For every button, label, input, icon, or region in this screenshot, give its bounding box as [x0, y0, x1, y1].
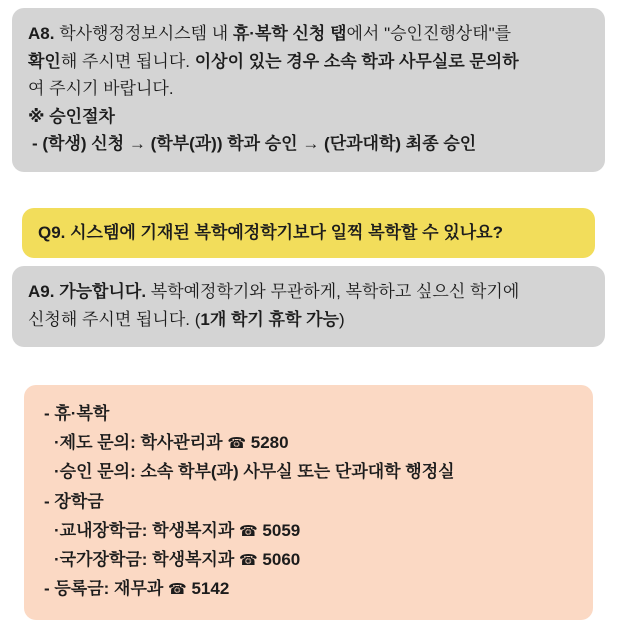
contact-item-tuition-phone: 5142 — [191, 579, 230, 599]
a8-line2-c: 이상이 있는 경우 소속 학과 사무실로 문의하 — [194, 51, 519, 71]
a8-line2-a: 확인 — [28, 51, 61, 71]
phone-icon: ☎ — [239, 522, 258, 540]
question-card-q9 — [22, 208, 595, 258]
a8-label: A8. — [28, 24, 55, 43]
contact-item-national-scholarship — [40, 545, 577, 574]
contact-item-approval: ·승인 문의: 소속 학부(과) 사무실 또는 단과대학 행정실 — [54, 462, 455, 482]
a8-line-1 — [28, 20, 589, 48]
a9-line1-c: 복학예정학기와 무관하게, 복학하고 싶으신 학기에 — [146, 282, 520, 301]
a8-procedure-heading: ※ 승인절차 — [28, 106, 115, 126]
a8-procedure-flow: ‑ (학생) 신청 → (학부(과)) 학과 승인 → (단과대학) 최종 승인 — [32, 134, 477, 154]
a9-line2-b: 1개 학기 휴학 가능 — [200, 309, 339, 329]
a8-line1-b: 휴·복학 신청 탭 — [232, 24, 347, 43]
a9-line2-c: ) — [338, 309, 345, 329]
a8-line-2 — [28, 48, 589, 76]
a8-line2-b: 해 주시면 됩니다. — [60, 51, 195, 71]
q9-text: Q9. 시스템에 기재된 복학예정학기보다 일찍 복학할 수 있나요? — [38, 223, 503, 242]
a9-line1-b: 가능합니다. — [59, 282, 147, 301]
contact-item-internal-scholarship — [40, 516, 577, 545]
phone-icon: ☎ — [239, 552, 258, 570]
phone-icon: ☎ — [227, 435, 246, 453]
a9-line-1 — [28, 278, 589, 306]
phone-icon: ☎ — [168, 581, 187, 599]
contact-item-tuition — [40, 574, 577, 603]
a9-label: A9. — [28, 282, 55, 301]
contact-item-national-scholarship-phone: 5060 — [262, 550, 301, 570]
contact-card — [24, 385, 593, 620]
contact-heading-scholarship: - 장학금 — [44, 491, 104, 511]
a9-line-2 — [28, 306, 589, 334]
contact-item-policy-phone: 5280 — [250, 433, 289, 453]
contact-item-policy-label: ·제도 문의: 학사관리과 — [54, 433, 223, 453]
answer-card-a9 — [12, 266, 605, 347]
a8-line-3: 여 주시기 바랍니다. — [28, 79, 174, 99]
a9-line2-a: 신청해 주시면 됩니다. ( — [28, 309, 201, 329]
contact-item-policy — [40, 428, 577, 457]
a8-line1-a: 학사행정정보시스템 내 — [54, 24, 233, 43]
contact-item-internal-scholarship-label: ·교내장학금: 학생복지과 — [54, 520, 235, 540]
contact-item-tuition-label: - 등록금: 재무과 — [44, 579, 164, 599]
answer-card-a8 — [12, 8, 605, 172]
contact-item-internal-scholarship-phone: 5059 — [262, 520, 301, 540]
contact-heading-leave-return: - 휴·복학 — [44, 404, 110, 423]
a8-line1-c: 에서 "승인진행상태"를 — [346, 24, 512, 43]
contact-item-national-scholarship-label: ·국가장학금: 학생복지과 — [54, 550, 235, 570]
